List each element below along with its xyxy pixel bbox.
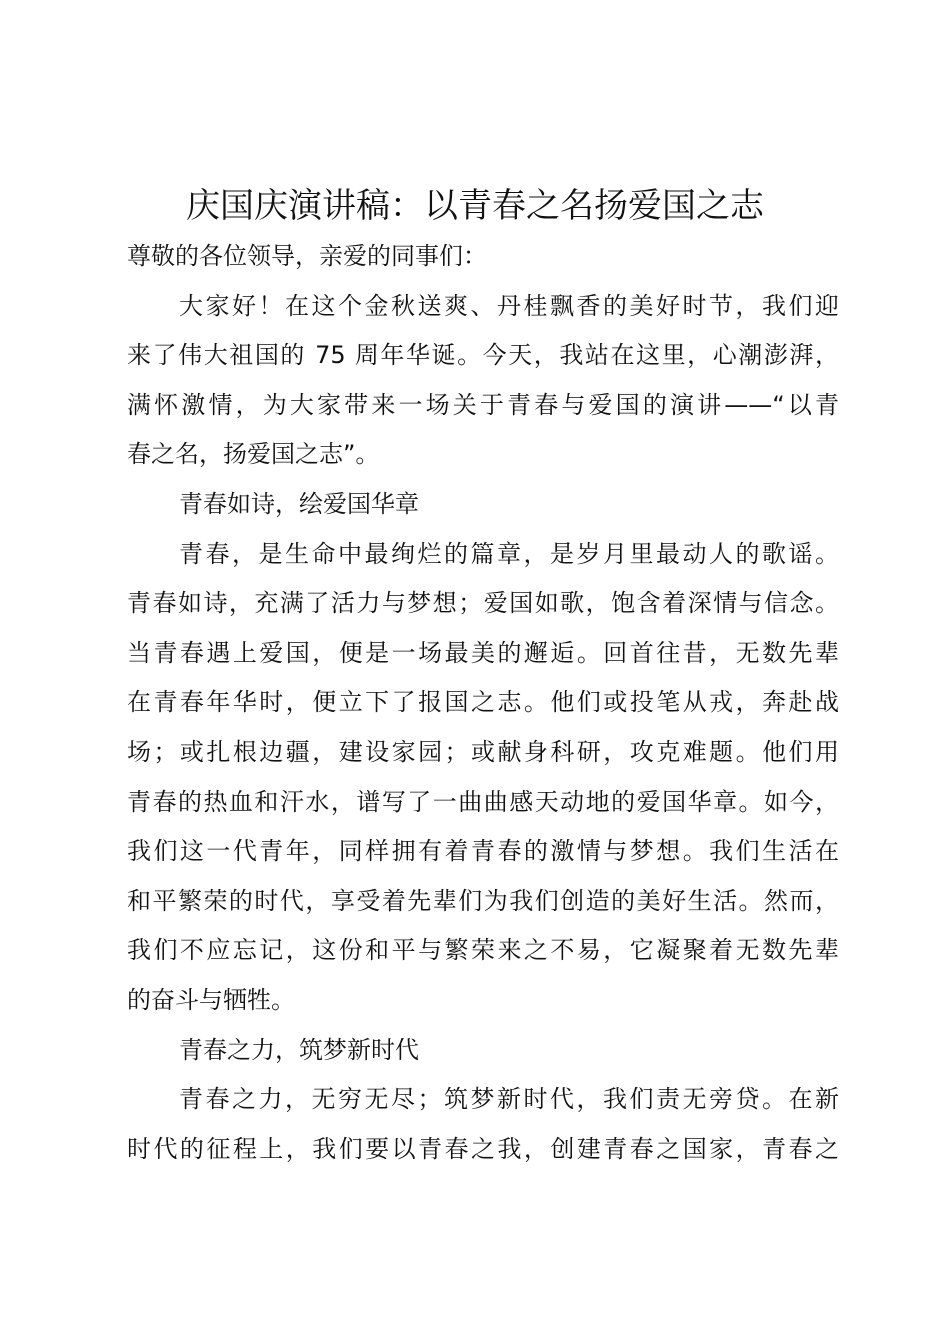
paragraph-line: 时代的征程上，我们要以青春之我，创建青春之国家，青春之: [127, 1134, 839, 1163]
document-title: 庆国庆演讲稿：以青春之名扬爱国之志: [186, 186, 764, 226]
section-heading-text: 青春如诗，绘爱国华章: [179, 489, 419, 518]
paragraph-2: [127, 530, 839, 1026]
paragraph-line: 的奋斗与牺牲。: [127, 985, 295, 1014]
paragraph-line: 当青春遇上爱国，便是一场最美的邂逅。回首往昔，无数先辈: [127, 638, 839, 667]
section-heading-1: [127, 480, 839, 530]
paragraph-line: 青春的热血和汗水，谱写了一曲曲感天动地的爱国华章。如今，: [127, 787, 839, 816]
paragraph-line: 场；或扎根边疆，建设家园；或献身科研，攻克难题。他们用: [127, 737, 839, 766]
section-heading-text: 青春之力，筑梦新时代: [179, 1035, 419, 1064]
paragraph-line: 青春之力，无穷无尽；筑梦新时代，我们责无旁贷。在新: [179, 1085, 839, 1114]
section-heading-2: [127, 1026, 839, 1076]
paragraph-1: [127, 282, 839, 480]
paragraph-line: 我们这一代青年，同样拥有着青春的激情与梦想。我们生活在: [127, 837, 839, 866]
paragraph-line: 和平繁荣的时代，享受着先辈们为我们创造的美好生活。然而，: [127, 886, 839, 915]
paragraph-line: 在青春年华时，便立下了报国之志。他们或投笔从戎，奔赴战: [127, 688, 839, 717]
paragraph-line: 满怀激情，为大家带来一场关于青春与爱国的演讲——“以青: [127, 390, 839, 419]
greeting-line: 尊敬的各位领导，亲爱的同事们：: [127, 242, 487, 270]
paragraph-line: 我们不应忘记，这份和平与繁荣来之不易，它凝聚着无数先辈: [127, 936, 839, 965]
greeting-paragraph: [127, 232, 839, 282]
paragraph-line: 春之名，扬爱国之志”。: [127, 440, 380, 469]
document-body: [127, 232, 839, 1174]
paragraph-line: 来了伟大祖国的 75 周年华诞。今天，我站在这里，心潮澎湃，: [127, 341, 839, 370]
paragraph-line: 青春，是生命中最绚烂的篇章，是岁月里最动人的歌谣。: [179, 539, 839, 568]
paragraph-line: 大家好！在这个金秋送爽、丹桂飘香的美好时节，我们迎: [179, 291, 839, 320]
paragraph-line: 青春如诗，充满了活力与梦想；爱国如歌，饱含着深情与信念。: [127, 589, 839, 618]
paragraph-3: [127, 1075, 839, 1174]
